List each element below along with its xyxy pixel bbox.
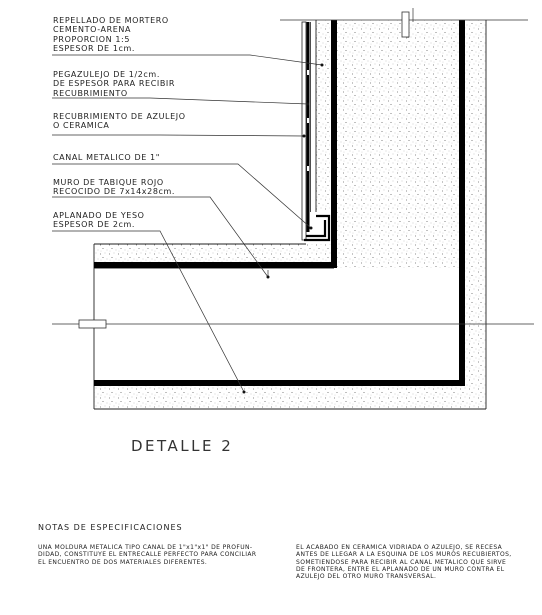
label-repellado: REPELLADO DE MORTERO CEMENTO-ARENA PROPORCION 1:5 ESPESOR DE 1cm.	[53, 16, 169, 53]
label-canal: CANAL METALICO DE 1"	[53, 153, 160, 162]
note-left: UNA MOLDURA METALICA TIPO CANAL DE 1"x1"x1" DE PROFUN- DIDAD, CONSTITUYE EL ENTRECALLE PERFECTO PARA CONCILIAR EL ENCUENTRO DE DOS MATERIALES DIFERENTES.	[38, 544, 257, 566]
label-recubrimiento: RECUBRIMIENTO DE AZULEJO O CERAMICA	[53, 112, 186, 131]
leader-dots	[243, 64, 324, 394]
note-right: EL ACABADO EN CERAMICA VIDRIADA O AZULEJO, SE RECESA ANTES DE LLEGAR A LA ESQUINA DE LOS MUROS RECUBIERTOS, SOMETIENDOSE PARA RECIBIR AL CANAL METALICO QUE SIRVE DE FRONTERA, ENTRE EL APLANADO DE UN MURO CONTRA EL AZULEJO DEL OTRO MURO TRANSVERSAL.	[296, 544, 512, 581]
label-aplanado: APLANADO DE YESO ESPESOR DE 2cm.	[53, 211, 145, 230]
tile-layers	[302, 22, 311, 240]
label-pegazulejo: PEGAZULEJO DE 1/2cm. DE ESPESOR PARA RECIBIR RECUBRIMIENTO	[53, 70, 176, 98]
label-muro: MURO DE TABIQUE ROJO RECOCIDO DE 7x14x28cm.	[53, 178, 176, 197]
detail-title: DETALLE 2	[131, 437, 234, 455]
notes-heading: NOTAS DE ESPECIFICACIONES	[38, 523, 183, 532]
